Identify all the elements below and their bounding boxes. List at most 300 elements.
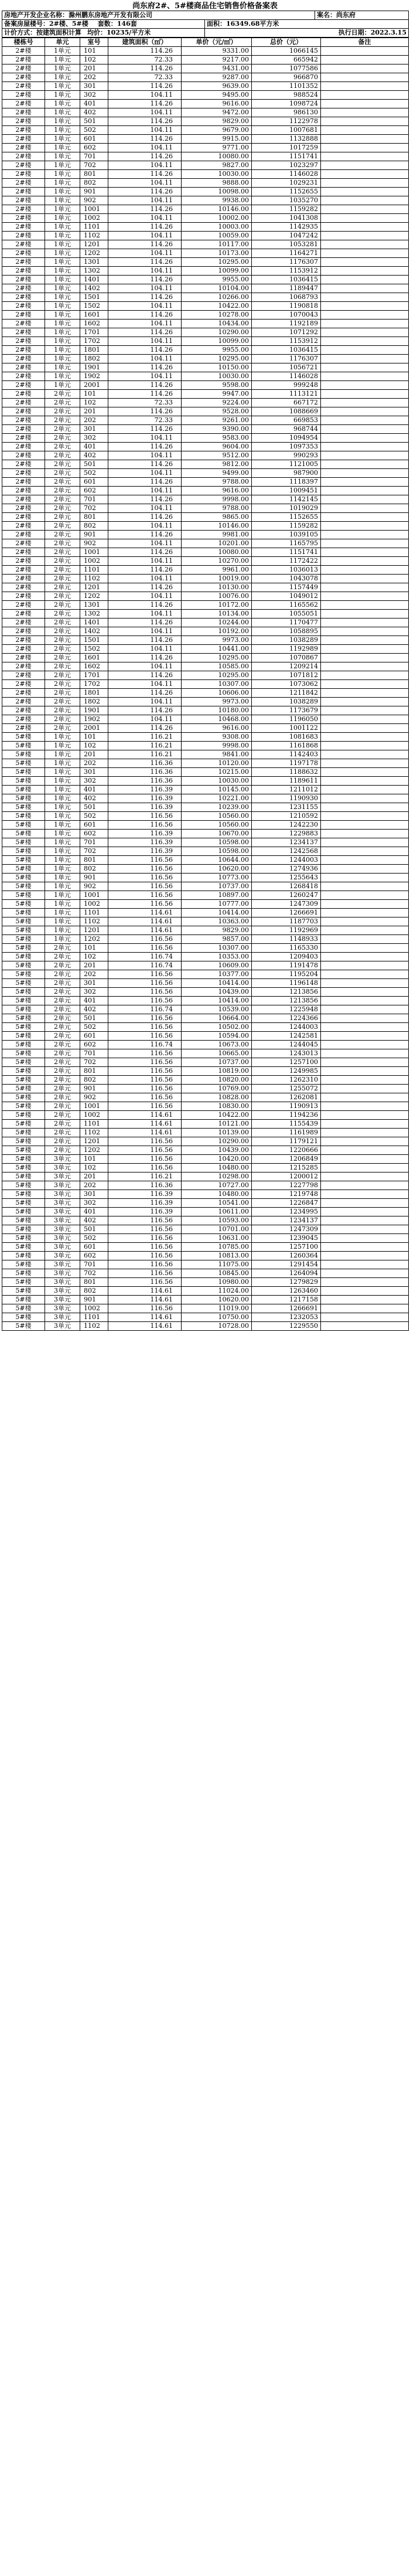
area-cell: 72.33 bbox=[108, 73, 182, 82]
room-cell: 1001 bbox=[80, 1102, 108, 1111]
unit-cell: 1单元 bbox=[45, 47, 80, 56]
total-price-cell: 665942 bbox=[252, 56, 321, 64]
unit-price-cell: 9998.00 bbox=[182, 495, 252, 504]
area-cell: 116.56 bbox=[108, 865, 182, 874]
building-cell: 2#楼 bbox=[2, 706, 45, 715]
room-cell: 602 bbox=[80, 144, 108, 152]
building-cell: 2#楼 bbox=[2, 601, 45, 610]
area-cell: 114.26 bbox=[108, 407, 182, 416]
building-cell: 2#楼 bbox=[2, 671, 45, 680]
building-cell: 2#楼 bbox=[2, 478, 45, 487]
room-cell: 201 bbox=[80, 407, 108, 416]
table-row bbox=[2, 1173, 409, 1181]
table-row bbox=[2, 1313, 409, 1322]
table-row bbox=[2, 513, 409, 522]
total-price-cell: 1038289 bbox=[252, 698, 321, 706]
building-cell: 2#楼 bbox=[2, 645, 45, 654]
table-row bbox=[2, 838, 409, 847]
table-row bbox=[2, 1216, 409, 1225]
remark-cell bbox=[321, 1023, 409, 1032]
table-row bbox=[2, 73, 409, 82]
area-cell: 114.26 bbox=[108, 311, 182, 320]
unit-cell: 3单元 bbox=[45, 1216, 80, 1225]
unit-cell: 1单元 bbox=[45, 786, 80, 794]
room-cell: 502 bbox=[80, 1234, 108, 1243]
table-row bbox=[2, 1304, 409, 1313]
method-cell bbox=[2, 29, 205, 38]
room-cell: 902 bbox=[80, 196, 108, 205]
unit-price-cell: 10560.00 bbox=[182, 812, 252, 821]
remark-cell bbox=[321, 917, 409, 926]
total-price-cell: 1165795 bbox=[252, 539, 321, 548]
room-cell: 1702 bbox=[80, 337, 108, 346]
building-cell: 5#楼 bbox=[2, 750, 45, 759]
area-cell: 114.26 bbox=[108, 188, 182, 196]
remark-cell bbox=[321, 874, 409, 882]
unit-price-cell: 10785.00 bbox=[182, 1243, 252, 1252]
unit-cell: 3单元 bbox=[45, 1225, 80, 1234]
total-price-cell: 1234995 bbox=[252, 1208, 321, 1216]
total-price-cell: 966870 bbox=[252, 73, 321, 82]
total-price-cell: 1068793 bbox=[252, 293, 321, 302]
unit-price-cell: 10502.00 bbox=[182, 1023, 252, 1032]
remark-cell bbox=[321, 1120, 409, 1129]
table-row bbox=[2, 1005, 409, 1014]
unit-price-cell: 10420.00 bbox=[182, 1155, 252, 1164]
unit-cell: 2单元 bbox=[45, 944, 80, 953]
room-cell: 1102 bbox=[80, 1129, 108, 1137]
total-price-cell: 1009451 bbox=[252, 487, 321, 495]
case-name-label: 案名： bbox=[317, 11, 336, 19]
building-cell: 5#楼 bbox=[2, 821, 45, 830]
total-price-cell: 1213856 bbox=[252, 997, 321, 1005]
unit-cell: 1单元 bbox=[45, 363, 80, 372]
area-cell: 116.21 bbox=[108, 733, 182, 742]
table-row bbox=[2, 733, 409, 742]
total-price-cell: 1098724 bbox=[252, 100, 321, 108]
unit-price-cell: 10468.00 bbox=[182, 715, 252, 724]
table-row bbox=[2, 592, 409, 601]
unit-cell: 1单元 bbox=[45, 803, 80, 812]
area-cell: 104.11 bbox=[108, 126, 182, 135]
building-cell: 5#楼 bbox=[2, 830, 45, 838]
area-cell: 114.26 bbox=[108, 240, 182, 249]
table-row bbox=[2, 786, 409, 794]
remark-cell bbox=[321, 390, 409, 399]
unit-cell: 3单元 bbox=[45, 1164, 80, 1173]
total-price-cell: 1190930 bbox=[252, 794, 321, 803]
unit-price-cell: 10295.00 bbox=[182, 654, 252, 662]
unit-cell: 2单元 bbox=[45, 1014, 80, 1023]
unit-price-cell: 9287.00 bbox=[182, 73, 252, 82]
unit-price-cell: 9961.00 bbox=[182, 566, 252, 575]
room-cell: 1202 bbox=[80, 1146, 108, 1155]
area-cell: 116.39 bbox=[108, 1208, 182, 1216]
room-cell: 1002 bbox=[80, 557, 108, 566]
table-row bbox=[2, 267, 409, 276]
total-price-cell: 1219748 bbox=[252, 1190, 321, 1199]
total-price-cell: 1152655 bbox=[252, 513, 321, 522]
table-row bbox=[2, 1208, 409, 1216]
total-price-cell: 968744 bbox=[252, 425, 321, 434]
unit-price-cell: 10830.00 bbox=[182, 1102, 252, 1111]
building-cell: 5#楼 bbox=[2, 1049, 45, 1058]
total-price-cell: 1153912 bbox=[252, 267, 321, 276]
building-cell: 5#楼 bbox=[2, 988, 45, 997]
unit-cell: 2单元 bbox=[45, 1120, 80, 1129]
table-row bbox=[2, 328, 409, 337]
unit-cell: 3单元 bbox=[45, 1173, 80, 1181]
remark-cell bbox=[321, 460, 409, 469]
table-row bbox=[2, 293, 409, 302]
total-price-cell: 1189447 bbox=[252, 284, 321, 293]
area-cell: 104.11 bbox=[108, 196, 182, 205]
unit-cell: 1单元 bbox=[45, 258, 80, 267]
remark-cell bbox=[321, 337, 409, 346]
unit-cell: 1单元 bbox=[45, 311, 80, 320]
table-row bbox=[2, 346, 409, 355]
remark-cell bbox=[321, 1278, 409, 1287]
unit-cell: 3单元 bbox=[45, 1243, 80, 1252]
unit-price-cell: 10480.00 bbox=[182, 1164, 252, 1173]
room-cell: 801 bbox=[80, 513, 108, 522]
area-cell: 104.11 bbox=[108, 284, 182, 293]
remark-cell bbox=[321, 988, 409, 997]
area-cell: 104.11 bbox=[108, 337, 182, 346]
remark-cell bbox=[321, 715, 409, 724]
area-cell: 116.56 bbox=[108, 1252, 182, 1260]
area-cell: 114.26 bbox=[108, 583, 182, 592]
remark-cell bbox=[321, 1041, 409, 1049]
room-cell: 601 bbox=[80, 135, 108, 144]
remark-cell bbox=[321, 161, 409, 170]
building-cell: 2#楼 bbox=[2, 592, 45, 601]
total-price-cell: 1029231 bbox=[252, 179, 321, 188]
unit-price-cell: 10307.00 bbox=[182, 944, 252, 953]
total-price-cell: 1035270 bbox=[252, 196, 321, 205]
building-cell: 2#楼 bbox=[2, 636, 45, 645]
table-row bbox=[2, 337, 409, 346]
room-cell: 1002 bbox=[80, 1111, 108, 1120]
area-cell: 114.61 bbox=[108, 1287, 182, 1296]
remark-cell bbox=[321, 1181, 409, 1190]
room-cell: 601 bbox=[80, 1032, 108, 1041]
building-cell: 2#楼 bbox=[2, 196, 45, 205]
area-cell: 114.26 bbox=[108, 566, 182, 575]
room-cell: 802 bbox=[80, 1287, 108, 1296]
unit-cell: 2单元 bbox=[45, 1041, 80, 1049]
remark-cell bbox=[321, 768, 409, 777]
header-unit: 单元 bbox=[45, 38, 80, 47]
unit-cell: 2单元 bbox=[45, 522, 80, 531]
area-cell: 116.56 bbox=[108, 1014, 182, 1023]
unit-price-cell: 9827.00 bbox=[182, 161, 252, 170]
room-cell: 2001 bbox=[80, 381, 108, 390]
room-cell: 802 bbox=[80, 522, 108, 531]
total-price-cell: 1164271 bbox=[252, 249, 321, 258]
total-price-cell: 1210592 bbox=[252, 812, 321, 821]
area-cell: 114.26 bbox=[108, 117, 182, 126]
building-cell: 2#楼 bbox=[2, 425, 45, 434]
table-row bbox=[2, 434, 409, 443]
total-price-cell: 1239045 bbox=[252, 1234, 321, 1243]
remark-cell bbox=[321, 91, 409, 100]
room-cell: 901 bbox=[80, 1085, 108, 1093]
area-cell: 104.11 bbox=[108, 662, 182, 671]
area-cell: 104.11 bbox=[108, 715, 182, 724]
avg-price-label: 均价： bbox=[87, 29, 107, 36]
room-cell: 302 bbox=[80, 91, 108, 100]
area-cell: 104.11 bbox=[108, 434, 182, 443]
table-row bbox=[2, 108, 409, 117]
area-cell: 116.39 bbox=[108, 786, 182, 794]
area-cell: 114.26 bbox=[108, 689, 182, 698]
unit-cell: 1单元 bbox=[45, 337, 80, 346]
unit-price-cell: 10737.00 bbox=[182, 882, 252, 891]
building-cell: 5#楼 bbox=[2, 742, 45, 750]
table-row bbox=[2, 821, 409, 830]
unit-price-cell: 10363.00 bbox=[182, 917, 252, 926]
unit-price-cell: 10130.00 bbox=[182, 583, 252, 592]
building-cell: 5#楼 bbox=[2, 882, 45, 891]
area-cell: 114.26 bbox=[108, 636, 182, 645]
building-cell: 2#楼 bbox=[2, 618, 45, 627]
unit-cell: 1单元 bbox=[45, 865, 80, 874]
building-cell: 5#楼 bbox=[2, 961, 45, 970]
unit-price-cell: 10146.00 bbox=[182, 522, 252, 531]
building-cell: 2#楼 bbox=[2, 575, 45, 583]
total-price-cell: 1017259 bbox=[252, 144, 321, 152]
unit-price-cell: 9915.00 bbox=[182, 135, 252, 144]
remark-cell bbox=[321, 1155, 409, 1164]
building-cell: 5#楼 bbox=[2, 1243, 45, 1252]
area-cell: 116.56 bbox=[108, 1076, 182, 1085]
room-cell: 1302 bbox=[80, 267, 108, 276]
area-cell: 104.11 bbox=[108, 91, 182, 100]
total-price-cell: 1070043 bbox=[252, 311, 321, 320]
building-cell: 2#楼 bbox=[2, 522, 45, 531]
room-cell: 302 bbox=[80, 777, 108, 786]
total-price-cell: 1220666 bbox=[252, 1146, 321, 1155]
building-cell: 5#楼 bbox=[2, 812, 45, 821]
total-price-cell: 1056721 bbox=[252, 363, 321, 372]
table-row bbox=[2, 56, 409, 64]
table-row bbox=[2, 997, 409, 1005]
unit-price-cell: 10192.00 bbox=[182, 627, 252, 636]
unit-price-cell: 10270.00 bbox=[182, 557, 252, 566]
remark-cell bbox=[321, 548, 409, 557]
unit-price-cell: 10728.00 bbox=[182, 1322, 252, 1331]
unit-price-cell: 10434.00 bbox=[182, 320, 252, 328]
remark-cell bbox=[321, 1225, 409, 1234]
room-cell: 902 bbox=[80, 1093, 108, 1102]
price-table bbox=[2, 38, 409, 1331]
unit-cell: 1单元 bbox=[45, 891, 80, 900]
room-cell: 1701 bbox=[80, 328, 108, 337]
area-cell: 116.74 bbox=[108, 961, 182, 970]
room-cell: 802 bbox=[80, 865, 108, 874]
building-cell: 5#楼 bbox=[2, 1093, 45, 1102]
units-label: 套数： bbox=[97, 20, 117, 28]
unit-price-cell: 11024.00 bbox=[182, 1287, 252, 1296]
total-price-cell: 987900 bbox=[252, 469, 321, 478]
room-cell: 1201 bbox=[80, 1137, 108, 1146]
area-cell: 114.26 bbox=[108, 425, 182, 434]
unit-price-cell: 10611.00 bbox=[182, 1208, 252, 1216]
total-price-cell: 1190913 bbox=[252, 1102, 321, 1111]
unit-price-cell: 10295.00 bbox=[182, 671, 252, 680]
unit-price-cell: 9616.00 bbox=[182, 100, 252, 108]
area-cell: 72.33 bbox=[108, 56, 182, 64]
table-row bbox=[2, 935, 409, 944]
room-cell: 1901 bbox=[80, 363, 108, 372]
avg-price-value: 10235/平方米 bbox=[107, 29, 151, 36]
remark-cell bbox=[321, 179, 409, 188]
unit-price-cell: 10820.00 bbox=[182, 1076, 252, 1085]
unit-cell: 2单元 bbox=[45, 970, 80, 979]
building-cell: 2#楼 bbox=[2, 311, 45, 320]
total-price-cell: 1047242 bbox=[252, 232, 321, 240]
remark-cell bbox=[321, 56, 409, 64]
total-price-cell: 1151741 bbox=[252, 152, 321, 161]
area-cell: 114.61 bbox=[108, 917, 182, 926]
remark-cell bbox=[321, 284, 409, 293]
area-cell: 104.11 bbox=[108, 320, 182, 328]
unit-price-cell: 10664.00 bbox=[182, 1014, 252, 1023]
total-price-cell: 1260247 bbox=[252, 891, 321, 900]
unit-price-cell: 10737.00 bbox=[182, 1058, 252, 1067]
unit-cell: 1单元 bbox=[45, 205, 80, 214]
unit-price-cell: 9431.00 bbox=[182, 64, 252, 73]
remark-cell bbox=[321, 240, 409, 249]
total-price-cell: 1151741 bbox=[252, 548, 321, 557]
building-cell: 2#楼 bbox=[2, 267, 45, 276]
unit-cell: 1单元 bbox=[45, 135, 80, 144]
area-cell: 104.11 bbox=[108, 592, 182, 601]
room-cell: 902 bbox=[80, 882, 108, 891]
remark-cell bbox=[321, 1146, 409, 1155]
table-row bbox=[2, 1269, 409, 1278]
table-row bbox=[2, 882, 409, 891]
building-cell: 5#楼 bbox=[2, 777, 45, 786]
building-cell: 2#楼 bbox=[2, 487, 45, 495]
unit-cell: 2单元 bbox=[45, 592, 80, 601]
table-row bbox=[2, 1085, 409, 1093]
table-row bbox=[2, 372, 409, 381]
room-cell: 1601 bbox=[80, 311, 108, 320]
unit-cell: 1单元 bbox=[45, 372, 80, 381]
unit-cell: 2单元 bbox=[45, 495, 80, 504]
remark-cell bbox=[321, 865, 409, 874]
total-price-cell: 1152655 bbox=[252, 188, 321, 196]
table-row bbox=[2, 205, 409, 214]
remark-cell bbox=[321, 1199, 409, 1208]
unit-cell: 1单元 bbox=[45, 346, 80, 355]
area-cell: 116.56 bbox=[108, 944, 182, 953]
table-row bbox=[2, 1120, 409, 1129]
total-price-cell: 669853 bbox=[252, 416, 321, 425]
area-cell: 116.74 bbox=[108, 1041, 182, 1049]
table-row bbox=[2, 662, 409, 671]
remark-cell bbox=[321, 724, 409, 733]
table-row bbox=[2, 451, 409, 460]
table-row bbox=[2, 1225, 409, 1234]
room-cell: 801 bbox=[80, 1278, 108, 1287]
room-cell: 601 bbox=[80, 1243, 108, 1252]
remark-cell bbox=[321, 671, 409, 680]
area-cell: 116.56 bbox=[108, 891, 182, 900]
header-remark: 备注 bbox=[321, 38, 409, 47]
area-cell: 116.21 bbox=[108, 1173, 182, 1181]
area-cell: 116.56 bbox=[108, 1023, 182, 1032]
unit-price-cell: 10819.00 bbox=[182, 1067, 252, 1076]
building-cell: 5#楼 bbox=[2, 1216, 45, 1225]
room-cell: 1701 bbox=[80, 671, 108, 680]
room-cell: 202 bbox=[80, 1181, 108, 1190]
building-cell: 5#楼 bbox=[2, 1287, 45, 1296]
building-cell: 5#楼 bbox=[2, 1269, 45, 1278]
building-cell: 5#楼 bbox=[2, 1173, 45, 1181]
room-cell: 701 bbox=[80, 152, 108, 161]
room-cell: 102 bbox=[80, 953, 108, 961]
unit-price-cell: 10059.00 bbox=[182, 232, 252, 240]
building-cell: 5#楼 bbox=[2, 1111, 45, 1120]
remark-cell bbox=[321, 539, 409, 548]
unit-price-cell: 10414.00 bbox=[182, 979, 252, 988]
area-cell: 116.56 bbox=[108, 1093, 182, 1102]
total-price-cell: 1224366 bbox=[252, 1014, 321, 1023]
building-cell: 2#楼 bbox=[2, 108, 45, 117]
room-cell: 101 bbox=[80, 47, 108, 56]
unit-cell: 2单元 bbox=[45, 988, 80, 997]
unit-cell: 1单元 bbox=[45, 302, 80, 311]
total-price-cell: 986130 bbox=[252, 108, 321, 117]
area-cell: 116.36 bbox=[108, 759, 182, 768]
room-cell: 1401 bbox=[80, 276, 108, 284]
remark-cell bbox=[321, 645, 409, 654]
remark-cell bbox=[321, 821, 409, 830]
total-price-cell: 1161989 bbox=[252, 1129, 321, 1137]
total-price-cell: 1146028 bbox=[252, 372, 321, 381]
case-name-value: 尚东府 bbox=[336, 11, 356, 19]
room-cell: 1901 bbox=[80, 706, 108, 715]
total-price-cell: 1197178 bbox=[252, 759, 321, 768]
area-cell: 114.61 bbox=[108, 1129, 182, 1137]
table-row bbox=[2, 170, 409, 179]
total-price-cell: 999248 bbox=[252, 381, 321, 390]
area-cell: 114.26 bbox=[108, 258, 182, 267]
unit-cell: 2单元 bbox=[45, 706, 80, 715]
remark-cell bbox=[321, 513, 409, 522]
area-cell: 114.61 bbox=[108, 1296, 182, 1304]
building-cell: 2#楼 bbox=[2, 627, 45, 636]
area-cell: 104.11 bbox=[108, 469, 182, 478]
total-price-cell: 1229550 bbox=[252, 1322, 321, 1331]
table-row bbox=[2, 1102, 409, 1111]
unit-cell: 1单元 bbox=[45, 82, 80, 91]
room-cell: 1101 bbox=[80, 909, 108, 917]
total-price-cell: 1242568 bbox=[252, 847, 321, 856]
area-cell: 114.26 bbox=[108, 47, 182, 56]
unit-cell: 3单元 bbox=[45, 1181, 80, 1190]
unit-cell: 2单元 bbox=[45, 583, 80, 592]
total-price-cell: 1255072 bbox=[252, 1085, 321, 1093]
unit-cell: 3单元 bbox=[45, 1155, 80, 1164]
unit-price-cell: 10353.00 bbox=[182, 953, 252, 961]
remark-cell bbox=[321, 742, 409, 750]
remark-cell bbox=[321, 838, 409, 847]
price-table-body bbox=[2, 47, 409, 1331]
